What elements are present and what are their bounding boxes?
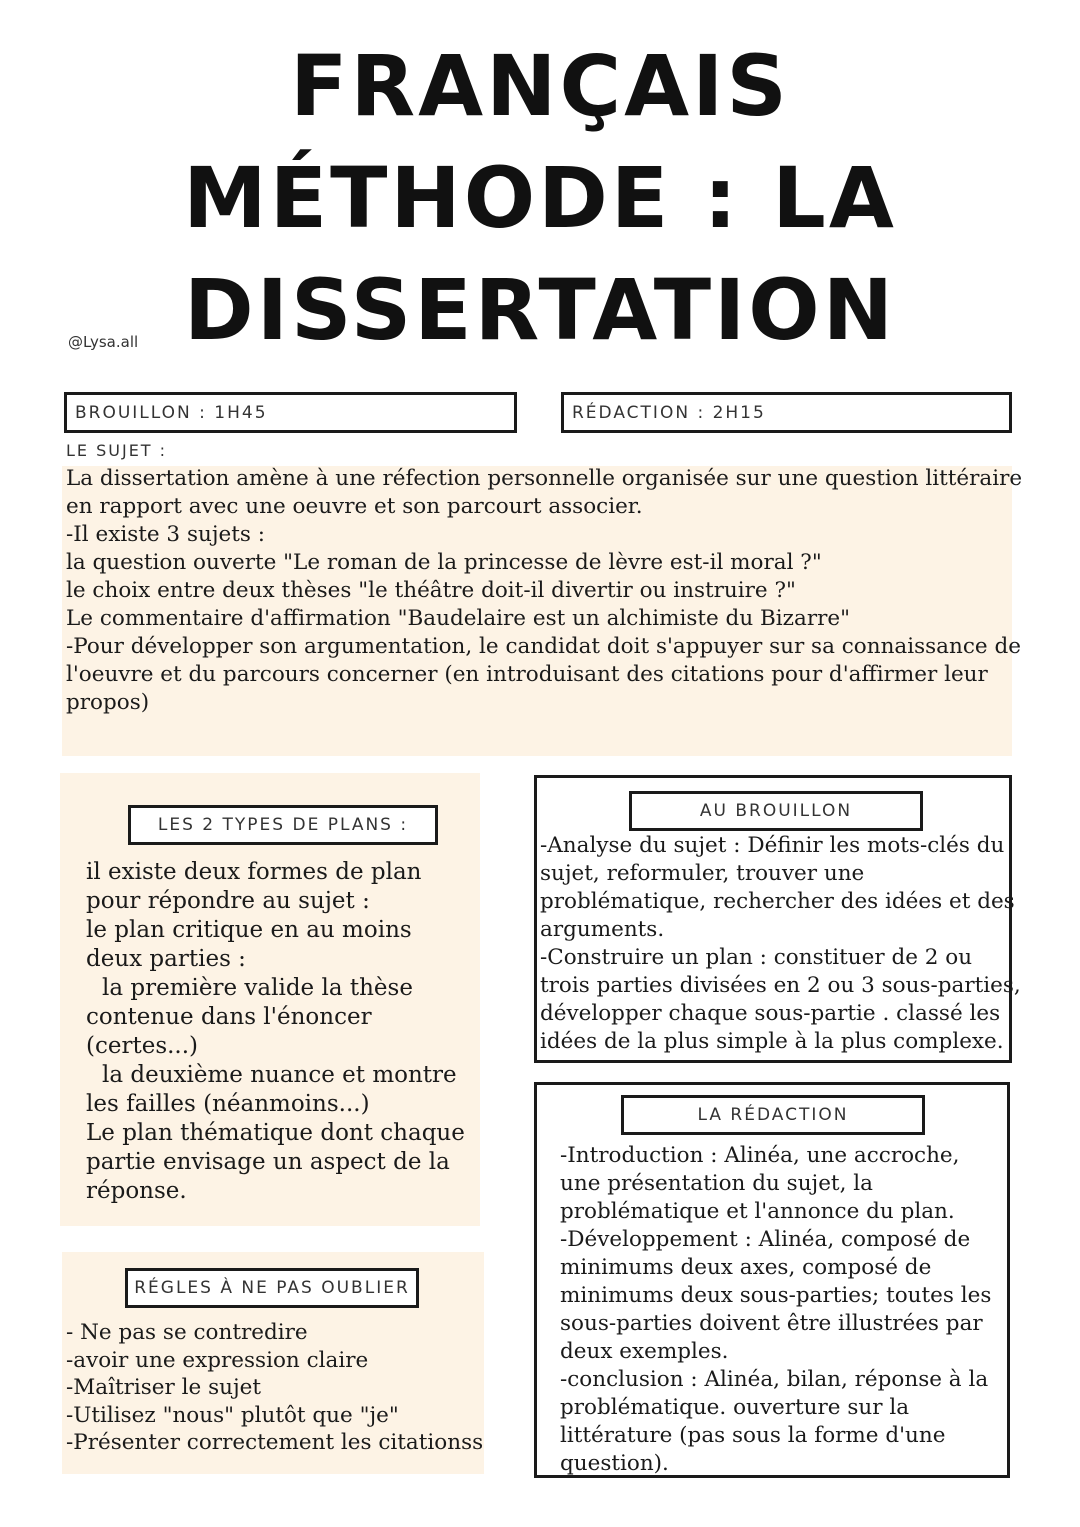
redaction-label: LA RÉDACTION	[621, 1095, 925, 1135]
plans-line: partie envisage un aspect de la	[86, 1149, 450, 1175]
sujet-line: -Il existe 3 sujets :	[66, 522, 265, 547]
sujet-line: propos)	[66, 690, 150, 715]
regles-line: - Ne pas se contredire	[66, 1320, 308, 1345]
redaction-line: -Introduction : Alinéa, une accroche,	[560, 1143, 960, 1168]
redaction-line: deux exemples.	[560, 1339, 729, 1364]
regles-line: -Utilisez "nous" plutôt que "je"	[66, 1402, 399, 1428]
regles-line: -Maîtriser le sujet	[66, 1375, 261, 1400]
redaction-line: question).	[560, 1451, 669, 1476]
plans-line: contenue dans l'énoncer	[86, 1004, 372, 1030]
brouillon-text	[540, 832, 1021, 1056]
brouillon-line: arguments.	[540, 917, 665, 942]
regles-line: -Présenter correctement les citationss	[66, 1430, 484, 1455]
title-line-1: FRANÇAIS	[290, 37, 790, 135]
sujet-line: la question ouverte "Le roman de la princesse de lèvre est-il moral ?"	[66, 550, 822, 575]
redaction-line: minimums deux sous-parties; toutes les	[560, 1283, 992, 1308]
sujet-line: -Pour développer son argumentation, le candidat doit s'appuyer sur sa connaissance de	[66, 634, 1021, 659]
plans-line: la première valide la thèse	[102, 975, 413, 1001]
brouillon-line: trois parties divisées en 2 ou 3 sous-parties,	[540, 973, 1021, 998]
regles-line: -avoir une expression claire	[66, 1347, 369, 1373]
redaction-line: minimums deux axes, composé de	[560, 1255, 932, 1280]
brouillon-line: problématique, rechercher des idées et des	[540, 889, 1015, 914]
redaction-line: -Développement : Alinéa, composé de	[560, 1227, 971, 1252]
title-line-3: DISSERTATION	[183, 261, 897, 359]
redaction-text	[560, 1142, 991, 1478]
redaction-line: -conclusion : Alinéa, bilan, réponse à la	[560, 1367, 989, 1392]
brouillon-line: sujet, reformuler, trouver une	[540, 861, 865, 886]
redaction-line: problématique. ouverture sur la	[560, 1395, 910, 1420]
brouillon-line: développer chaque sous-partie . classé les	[540, 1001, 1001, 1026]
sujet-line: en rapport avec une oeuvre et son parcourt associer.	[66, 494, 643, 519]
regles-label: RÉGLES À NE PAS OUBLIER	[125, 1268, 419, 1308]
plans-line: réponse.	[86, 1178, 187, 1204]
sujet-label: LE SUJET :	[66, 441, 168, 460]
plans-line: Le plan thématique dont chaque	[86, 1120, 465, 1146]
sujet-text	[66, 465, 1022, 717]
regles-text	[66, 1319, 483, 1457]
redaction-line: problématique et l'annonce du plan.	[560, 1199, 955, 1224]
redaction-line: une présentation du sujet, la	[560, 1171, 873, 1196]
brouillon-line: -Analyse du sujet : Définir les mots-clés du	[540, 833, 1005, 858]
sujet-line: le choix entre deux thèses "le théâtre doit-il divertir ou instruire ?"	[66, 578, 796, 603]
redaction-line: sous-parties doivent être illustrées par	[560, 1311, 983, 1336]
plans-line: les failles (néanmoins...)	[86, 1091, 370, 1117]
redaction-duration-box: RÉDACTION : 2H15	[561, 392, 1012, 433]
page-title	[150, 30, 930, 366]
plans-line: la deuxième nuance et montre	[102, 1062, 457, 1088]
sujet-line: l'oeuvre et du parcours concerner (en introduisant des citations pour d'affirmer leur	[66, 662, 988, 687]
redaction-line: littérature (pas sous la forme d'une	[560, 1423, 946, 1448]
brouillon-duration-box: BROUILLON : 1H45	[64, 392, 517, 433]
plans-line: (certes...)	[86, 1033, 199, 1059]
plans-label: LES 2 TYPES DE PLANS :	[128, 805, 438, 845]
author-handle: @Lysa.all	[68, 333, 139, 351]
plans-text	[86, 858, 465, 1206]
sujet-line: La dissertation amène à une réfection personnelle organisée sur une question littéraire	[66, 466, 1023, 491]
plans-line: deux parties :	[86, 946, 246, 972]
plans-line: il existe deux formes de plan	[86, 859, 422, 885]
plans-line: le plan critique en au moins	[86, 917, 412, 943]
brouillon-line: -Construire un plan : constituer de 2 ou	[540, 945, 973, 970]
plans-line: pour répondre au sujet :	[86, 888, 370, 914]
brouillon-label: AU BROUILLON	[629, 791, 923, 831]
title-line-2: MÉTHODE : LA	[183, 149, 897, 247]
sujet-line: Le commentaire d'affirmation "Baudelaire est un alchimiste du Bizarre"	[66, 606, 850, 631]
brouillon-line: idées de la plus simple à la plus complexe.	[540, 1029, 1004, 1054]
